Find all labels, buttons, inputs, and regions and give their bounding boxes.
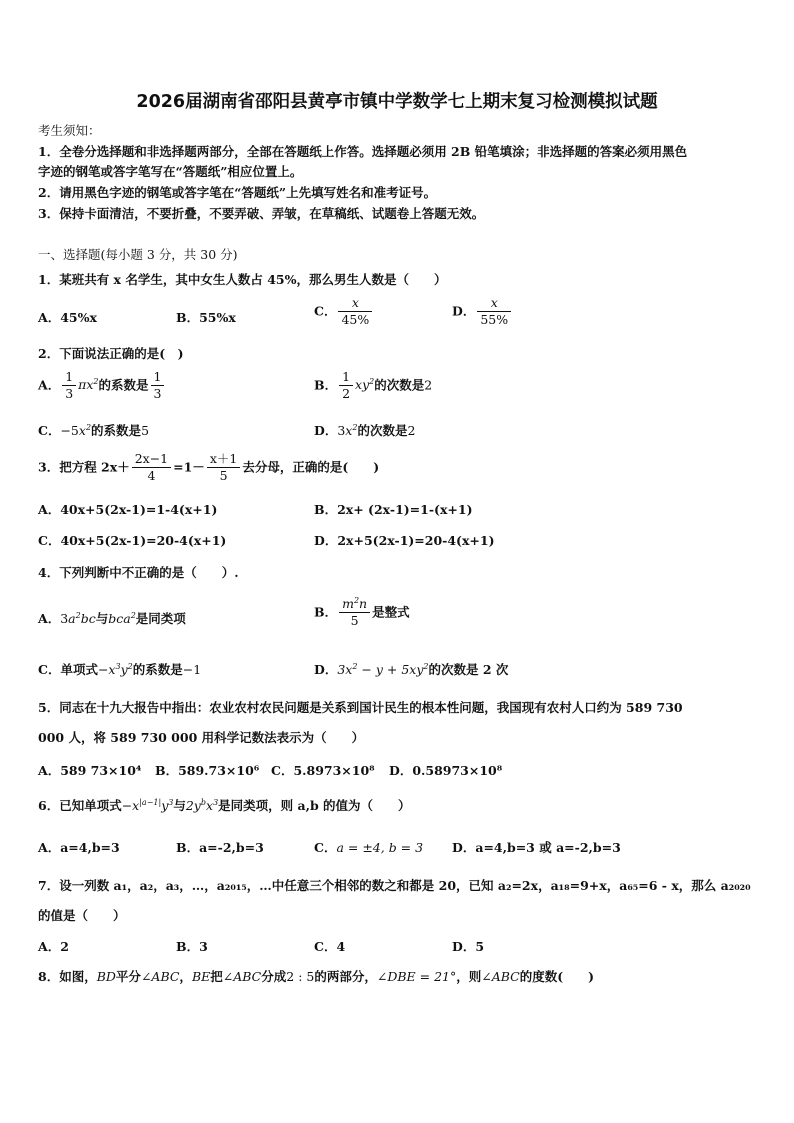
q5-option-d: D．0.58973×10⁸ <box>389 763 503 778</box>
q1-option-a: A．45%x <box>38 310 97 325</box>
q4-option-c: C．单项式$-x^3y^2$的系数是−1 <box>38 661 202 677</box>
q2-option-b: B． $\frac{1}{2}$ $xy^2$的次数是2 <box>314 369 433 402</box>
q2-stem: 2．下面说法正确的是( ) <box>38 346 184 361</box>
q4-option-d: D．$3x^2 - y + 5xy^2$的次数是 2 次 <box>314 661 509 677</box>
q1-option-b: B．55%x <box>176 310 236 325</box>
q5-stem-a: 5．同志在十九大报告中指出：农业农村农民问题是关系到国计民生的根本性问题，我国现有农村人口约为 589 730 <box>38 700 683 715</box>
q6-option-d: D．a=4,b=3 或 a=-2,b=3 <box>452 840 621 855</box>
q6-option-a: A．a=4,b=3 <box>38 840 120 855</box>
section-heading: 一、选择题(每小题 3 分，共 30 分) <box>38 247 238 262</box>
q3-option-a: A．40x+5(2x-1)=1-4(x+1) <box>38 502 218 517</box>
q4-stem: 4．下列判断中不正确的是（ ）. <box>38 565 239 580</box>
q2-option-a: A． $\frac{1}{3}$ $\pi x^2$的系数是 $\frac{1}{3}$ <box>38 370 166 402</box>
q4-option-b: B． $\frac{m^2n}{5}$ 是整式 <box>314 595 410 629</box>
q6-option-b: B．a=-2,b=3 <box>176 840 264 855</box>
notice-item-3: 3．保持卡面清洁，不要折叠，不要弄破、弄皱，在草稿纸、试题卷上答题无效。 <box>38 206 485 221</box>
q5-option-b: B．589.73×10⁶ <box>155 763 260 778</box>
q7-stem-a: 7．设一列数 a₁，a₂，a₃，…，a₂₀₁₅，…中任意三个相邻的数之和都是 20，已知 a₂=2x，a₁₈=9+x，a₆₅=6 - x，那么 a₂₀₂₀ <box>38 878 751 893</box>
q2-option-d: D．$3x^2$的次数是2 <box>314 422 416 438</box>
notice-heading: 考生须知： <box>38 123 101 138</box>
q5-stem-b: 000 人，将 589 730 000 用科学记数法表示为（ ） <box>38 730 365 745</box>
q8-stem: 8．如图，BD平分∠ABC，BE把∠ABC分成2 : 5的两部分，∠DBE = 21°，则∠ABC的度数( ) <box>38 969 595 984</box>
q4-option-a: A．$3a^2bc$与bca$^2$是同类项 <box>38 610 186 626</box>
q3-option-d: D．2x+5(2x-1)=20-4(x+1) <box>314 533 495 548</box>
q7-option-b: B．3 <box>176 939 208 954</box>
q3-option-c: C．40x+5(2x-1)=20-4(x+1) <box>38 533 227 548</box>
q1-option-d: D． $\frac{x}{55\%}$ <box>452 296 513 328</box>
notice-item-1b: 字迹的钢笔或答字笔写在“答题纸”相应位置上。 <box>38 164 303 179</box>
q7-stem-b: 的值是（ ） <box>38 908 126 923</box>
q2-option-c: C．$-5x^2$的系数是5 <box>38 422 150 438</box>
q3-option-b: B．2x+ (2x-1)=1-(x+1) <box>314 502 473 517</box>
q7-option-a: A．2 <box>38 939 69 954</box>
q6-option-c: C．a = ±4, b = 3 <box>314 840 424 855</box>
q7-option-d: D．5 <box>452 939 485 954</box>
q3-stem: 3．把方程 2x＋ $\frac{2x-1}{4}$ =1－ $\frac{x+1}{5}$ 去分母，正确的是( ) <box>38 451 380 484</box>
q5-option-c: C．5.8973×10⁸ <box>271 763 375 778</box>
q5-option-a: A．589 73×10⁴ <box>38 763 142 778</box>
q6-stem: 6．已知单项式$-x^{|a-1|}y^3$与$2y^bx^3$是同类项，则 a,b 的值为（ ） <box>38 797 411 813</box>
notice-item-1a: 1．全卷分选择题和非选择题两部分，全部在答题纸上作答。选择题必须用 2B 铅笔填涂；非选择题的答案必须用黑色 <box>38 144 688 159</box>
q7-option-c: C．4 <box>314 939 346 954</box>
q1-option-c: C． $\frac{x}{45\%}$ <box>314 296 374 328</box>
notice-item-2: 2．请用黑色字迹的钢笔或答字笔在“答题纸”上先填写姓名和准考证号。 <box>38 185 437 200</box>
page-title: 2026届湖南省邵阳县黄亭市镇中学数学七上期末复习检测模拟试题 <box>136 92 658 112</box>
q1-stem: 1．某班共有 x 名学生，其中女生人数占 45%，那么男生人数是（ ） <box>38 272 447 287</box>
